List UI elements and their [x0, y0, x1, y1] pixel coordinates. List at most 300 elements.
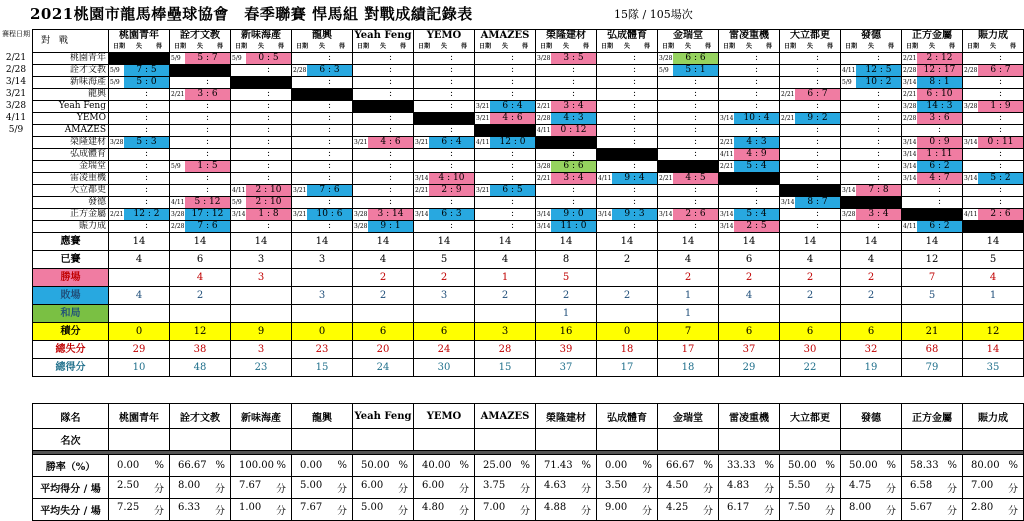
- result-cell: [475, 89, 536, 101]
- summary-value: [292, 499, 353, 521]
- summary-team-name: 金瑞堂: [658, 404, 719, 429]
- summary-unit: %: [886, 460, 896, 471]
- stat-value: 18: [658, 359, 719, 377]
- summary-pair: [963, 460, 1023, 471]
- row-team-label: 新味海產: [33, 77, 109, 89]
- result-inner: [597, 77, 657, 88]
- self-cell: [414, 113, 475, 125]
- result-inner: [597, 173, 657, 184]
- result-inner: [658, 113, 718, 124]
- result-score: :: [144, 173, 149, 183]
- stat-value: 14: [170, 233, 231, 251]
- result-inner: [292, 197, 352, 208]
- result-inner: [719, 101, 779, 112]
- stat-value: [292, 305, 353, 323]
- result-cell: [963, 185, 1024, 197]
- result-cell: [536, 65, 597, 77]
- result-score: 0 : 12: [551, 125, 596, 136]
- result-cell: [353, 221, 414, 233]
- result-score: :: [510, 77, 515, 87]
- stat-value: 3: [414, 287, 475, 305]
- result-inner: [780, 53, 840, 64]
- result-inner: [536, 149, 596, 160]
- result-cell: [963, 197, 1024, 209]
- result-cell: [109, 173, 170, 185]
- summary-value: [719, 499, 780, 521]
- result-inner: [292, 137, 352, 148]
- result-cell: [353, 65, 414, 77]
- row-team-label: YEMO: [33, 113, 109, 125]
- summary-number: 50.00: [849, 460, 878, 471]
- summary-number: 5.67: [910, 502, 933, 513]
- result-cell: [963, 149, 1024, 161]
- stat-value: [780, 305, 841, 323]
- matrix-row: [33, 137, 1024, 149]
- self-cell: [231, 77, 292, 89]
- summary-pair: [841, 502, 901, 517]
- result-inner: [536, 101, 596, 112]
- stat-value: 29: [109, 341, 170, 359]
- result-cell: [292, 149, 353, 161]
- stat-value: 68: [902, 341, 963, 359]
- stat-value: 2: [353, 287, 414, 305]
- stat-value: 2: [658, 269, 719, 287]
- result-score: 5 : 1: [673, 65, 718, 76]
- sub-labels: [963, 41, 1023, 52]
- summary-unit: 分: [337, 506, 347, 517]
- team-header-name: 詮才文教: [180, 30, 220, 41]
- summary-number: 3.75: [483, 480, 506, 491]
- summary-unit: 分: [581, 484, 591, 495]
- result-cell: [353, 77, 414, 89]
- result-date: 3/14: [842, 187, 856, 194]
- stat-value: [963, 305, 1024, 323]
- team-header: [841, 30, 902, 53]
- result-inner: [231, 65, 291, 76]
- summary-unit: 分: [703, 506, 713, 517]
- result-inner: [963, 101, 1023, 112]
- result-cell: [536, 197, 597, 209]
- result-cell: [109, 65, 170, 77]
- result-inner: [597, 89, 657, 100]
- sub-label: 失: [135, 43, 142, 50]
- summary-pair: [902, 460, 962, 471]
- result-inner: [780, 221, 840, 232]
- summary-number: 8.00: [849, 502, 872, 513]
- result-score: :: [693, 185, 698, 195]
- result-cell: [780, 113, 841, 125]
- schedule-date: 2/21: [5, 53, 27, 63]
- summary-pair: [170, 480, 230, 495]
- result-cell: [353, 173, 414, 185]
- result-inner: [292, 221, 352, 232]
- result-inner: [658, 89, 718, 100]
- result-inner: [963, 149, 1023, 160]
- summary-number: 5.00: [300, 480, 323, 491]
- summary-team-name: 大立都更: [780, 404, 841, 429]
- result-inner: [536, 53, 596, 64]
- result-score: :: [510, 53, 515, 63]
- summary-pair: [658, 460, 718, 471]
- result-inner: [475, 161, 535, 172]
- result-cell: [841, 161, 902, 173]
- result-inner: [353, 89, 413, 100]
- result-inner: [109, 77, 169, 88]
- result-cell: [658, 173, 719, 185]
- result-date: 3/14: [903, 79, 917, 86]
- sub-label: 得: [643, 43, 650, 50]
- team-header-name: 發德: [861, 30, 881, 41]
- result-date: 2/21: [171, 91, 185, 98]
- result-date: 3/21: [293, 211, 307, 218]
- result-cell: [719, 149, 780, 161]
- summary-pair: [963, 502, 1023, 517]
- result-date: 2/21: [537, 103, 551, 110]
- summary-pair: [841, 480, 901, 495]
- result-cell: [658, 149, 719, 161]
- result-score: :: [449, 221, 454, 231]
- stat-value: 7: [658, 323, 719, 341]
- summary-pair: [719, 502, 779, 517]
- summary-pair: [353, 480, 413, 495]
- result-score: 6 : 3: [429, 209, 474, 220]
- result-cell: [658, 221, 719, 233]
- summary-number: 71.43: [544, 460, 573, 471]
- result-cell: [475, 149, 536, 161]
- rank-value: [597, 429, 658, 451]
- summary-number: 50.00: [788, 460, 817, 471]
- result-inner: [231, 161, 291, 172]
- result-cell: [963, 137, 1024, 149]
- result-inner: [841, 149, 901, 160]
- summary-unit: 分: [459, 506, 469, 517]
- result-date: 3/21: [293, 187, 307, 194]
- summary-pair: [536, 480, 596, 495]
- stat-value: 12: [902, 251, 963, 269]
- result-date: 4/11: [720, 151, 734, 158]
- result-inner: [719, 113, 779, 124]
- result-score: 4 : 3: [551, 113, 596, 124]
- result-score: 2 : 5: [734, 221, 779, 232]
- rank-value: [353, 429, 414, 451]
- result-inner: [841, 89, 901, 100]
- stat-value: 4: [109, 287, 170, 305]
- result-inner: [719, 53, 779, 64]
- result-cell: [414, 125, 475, 137]
- team-header-name: 金瑞堂: [673, 30, 703, 41]
- result-cell: [292, 185, 353, 197]
- result-inner: [902, 173, 962, 184]
- result-date: 3/21: [476, 115, 490, 122]
- result-score: :: [998, 149, 1003, 159]
- result-cell: [109, 185, 170, 197]
- result-cell: [292, 221, 353, 233]
- result-inner: [475, 185, 535, 196]
- summary-pair: [780, 480, 840, 495]
- result-score: 4 : 3: [734, 137, 779, 148]
- summary-pair: [353, 460, 413, 471]
- stat-value: 21: [902, 323, 963, 341]
- result-cell: [719, 89, 780, 101]
- result-score: :: [144, 221, 149, 231]
- summary-value: [109, 499, 170, 521]
- stat-value: 35: [963, 359, 1024, 377]
- result-cell: [902, 77, 963, 89]
- stat-value: 79: [902, 359, 963, 377]
- stat-value: 14: [231, 233, 292, 251]
- result-cell: [536, 89, 597, 101]
- result-inner: [597, 113, 657, 124]
- sub-label: 得: [948, 43, 955, 50]
- result-score: :: [998, 53, 1003, 63]
- result-date: 2/21: [903, 55, 917, 62]
- result-score: 7 : 6: [185, 221, 230, 232]
- stat-row: [33, 287, 1024, 305]
- row-team-label: 龍興: [33, 89, 109, 101]
- sub-label: 日期: [234, 43, 247, 50]
- result-inner: [353, 197, 413, 208]
- stat-value: 12: [170, 323, 231, 341]
- summary-unit: %: [459, 460, 469, 471]
- result-cell: [170, 161, 231, 173]
- result-date: 3/14: [537, 223, 551, 230]
- result-score: :: [998, 197, 1003, 207]
- summary-pair: [414, 460, 474, 471]
- team-header-name: 新味海產: [241, 30, 281, 41]
- result-score: :: [449, 53, 454, 63]
- result-inner: [292, 77, 352, 88]
- result-date: 2/21: [659, 175, 673, 182]
- result-cell: [841, 77, 902, 89]
- sub-label: 得: [521, 43, 528, 50]
- result-score: :: [266, 137, 271, 147]
- summary-team-name: AMAZES: [475, 404, 536, 429]
- summary-pair: [719, 460, 779, 471]
- result-inner: [780, 209, 840, 220]
- summary-unit: 分: [154, 484, 164, 495]
- result-cell: [170, 137, 231, 149]
- result-cell: [292, 137, 353, 149]
- result-inner: [902, 185, 962, 196]
- summary-value: [231, 499, 292, 521]
- summary-pair: [353, 502, 413, 517]
- result-score: :: [815, 65, 820, 75]
- summary-unit: 分: [276, 484, 286, 495]
- result-score: :: [266, 89, 271, 99]
- sub-labels: [475, 41, 535, 52]
- result-cell: [292, 161, 353, 173]
- summary-pair: [597, 460, 657, 471]
- result-inner: [536, 209, 596, 220]
- result-score: :: [632, 77, 637, 87]
- result-score: :: [388, 65, 393, 75]
- result-inner: [597, 101, 657, 112]
- result-inner: [963, 185, 1023, 196]
- result-cell: [475, 173, 536, 185]
- team-header-name: 桃園青年: [119, 30, 159, 41]
- result-cell: [292, 173, 353, 185]
- result-inner: [841, 209, 901, 220]
- matrix-row: [33, 149, 1024, 161]
- result-inner: [597, 209, 657, 220]
- team-header: [109, 30, 170, 53]
- result-score: :: [571, 65, 576, 75]
- stat-value: 14: [109, 233, 170, 251]
- sub-label: 日期: [112, 43, 125, 50]
- result-cell: [658, 185, 719, 197]
- summary-number: 4.25: [666, 502, 689, 513]
- result-date: 3/28: [842, 211, 856, 218]
- result-score: 0 : 11: [978, 137, 1023, 148]
- result-score: :: [266, 221, 271, 231]
- result-inner: [353, 161, 413, 172]
- summary-value: [170, 477, 231, 499]
- team-header: [902, 30, 963, 53]
- result-inner: [658, 173, 718, 184]
- result-cell: [231, 185, 292, 197]
- result-cell: [719, 197, 780, 209]
- result-inner: [719, 137, 779, 148]
- sub-label: 失: [562, 43, 569, 50]
- result-score: 2 : 6: [978, 209, 1023, 220]
- result-cell: [109, 113, 170, 125]
- result-date: 3/21: [476, 187, 490, 194]
- stat-value: 2: [414, 269, 475, 287]
- result-date: 4/11: [903, 223, 917, 230]
- result-inner: [414, 221, 474, 232]
- result-date: 3/14: [537, 211, 551, 218]
- matrix-row: [33, 65, 1024, 77]
- stat-value: 5: [536, 269, 597, 287]
- summary-unit: 分: [764, 484, 774, 495]
- result-cell: [658, 101, 719, 113]
- summary-team-name: 雷凌重機: [719, 404, 780, 429]
- result-score: :: [876, 221, 881, 231]
- result-inner: [902, 221, 962, 232]
- result-score: :: [327, 77, 332, 87]
- summary-unit: 分: [398, 484, 408, 495]
- result-inner: [231, 149, 291, 160]
- stat-value: 16: [536, 323, 597, 341]
- result-inner: [719, 77, 779, 88]
- result-score: 5 : 3: [124, 137, 169, 148]
- result-inner: [475, 209, 535, 220]
- stat-value: 14: [963, 341, 1024, 359]
- summary-number: 6.00: [422, 480, 445, 491]
- result-score: 6 : 6: [551, 161, 596, 172]
- results-table: [32, 29, 1024, 377]
- result-score: 14 : 3: [917, 101, 962, 112]
- result-cell: [475, 65, 536, 77]
- stat-value: 6: [719, 251, 780, 269]
- stat-value: 14: [292, 233, 353, 251]
- summary-value: [902, 499, 963, 521]
- result-inner: [170, 161, 230, 172]
- result-inner: [902, 89, 962, 100]
- stat-value: 3: [231, 251, 292, 269]
- result-score: :: [632, 101, 637, 111]
- result-cell: [536, 185, 597, 197]
- result-cell: [597, 113, 658, 125]
- result-cell: [475, 101, 536, 113]
- summary-number: 4.80: [422, 502, 445, 513]
- summary-pair: [658, 502, 718, 517]
- stat-value: 14: [353, 233, 414, 251]
- summary-number: 58.33: [910, 460, 939, 471]
- rank-value: [841, 429, 902, 451]
- result-inner: [109, 89, 169, 100]
- result-score: :: [388, 77, 393, 87]
- result-score: :: [571, 77, 576, 87]
- result-score: 4 : 7: [917, 173, 962, 184]
- result-cell: [292, 125, 353, 137]
- result-inner: [414, 149, 474, 160]
- result-score: :: [937, 125, 942, 135]
- result-score: :: [937, 197, 942, 207]
- result-score: :: [754, 101, 759, 111]
- matrix-row: [33, 113, 1024, 125]
- result-inner: [536, 185, 596, 196]
- rank-value: [292, 429, 353, 451]
- result-inner: [109, 65, 169, 76]
- summary-value: [597, 499, 658, 521]
- result-inner: [780, 89, 840, 100]
- result-inner: [536, 89, 596, 100]
- result-score: :: [388, 125, 393, 135]
- result-score: :: [754, 125, 759, 135]
- result-date: 3/14: [720, 223, 734, 230]
- result-date: 2/21: [537, 175, 551, 182]
- result-date: 3/28: [903, 103, 917, 110]
- stat-value: 14: [963, 233, 1024, 251]
- result-date: 5/9: [171, 55, 181, 62]
- sub-labels: [841, 41, 901, 52]
- rank-value: [902, 429, 963, 451]
- summary-unit: 分: [215, 484, 225, 495]
- summary-unit: 分: [703, 484, 713, 495]
- result-cell: [536, 173, 597, 185]
- result-cell: [231, 161, 292, 173]
- rank-value: [109, 429, 170, 451]
- sub-label: 日期: [783, 43, 796, 50]
- result-inner: [414, 209, 474, 220]
- stat-row: [33, 341, 1024, 359]
- result-cell: [170, 209, 231, 221]
- result-inner: [231, 209, 291, 220]
- result-inner: [719, 209, 779, 220]
- summary-pair: [597, 502, 657, 517]
- summary-value: [658, 477, 719, 499]
- result-inner: [597, 161, 657, 172]
- team-header-name: 賑力成: [978, 30, 1008, 41]
- result-score: 6 : 10: [917, 89, 962, 100]
- result-score: :: [693, 197, 698, 207]
- result-inner: [963, 173, 1023, 184]
- result-cell: [109, 101, 170, 113]
- rank-value: [658, 429, 719, 451]
- matrix-row: [33, 221, 1024, 233]
- result-cell: [841, 113, 902, 125]
- result-inner: [780, 65, 840, 76]
- result-inner: [719, 197, 779, 208]
- result-cell: [536, 209, 597, 221]
- result-score: :: [327, 125, 332, 135]
- result-date: 3/14: [415, 211, 429, 218]
- result-inner: [780, 197, 840, 208]
- result-cell: [841, 101, 902, 113]
- result-inner: [658, 53, 718, 64]
- sub-label: 日期: [600, 43, 613, 50]
